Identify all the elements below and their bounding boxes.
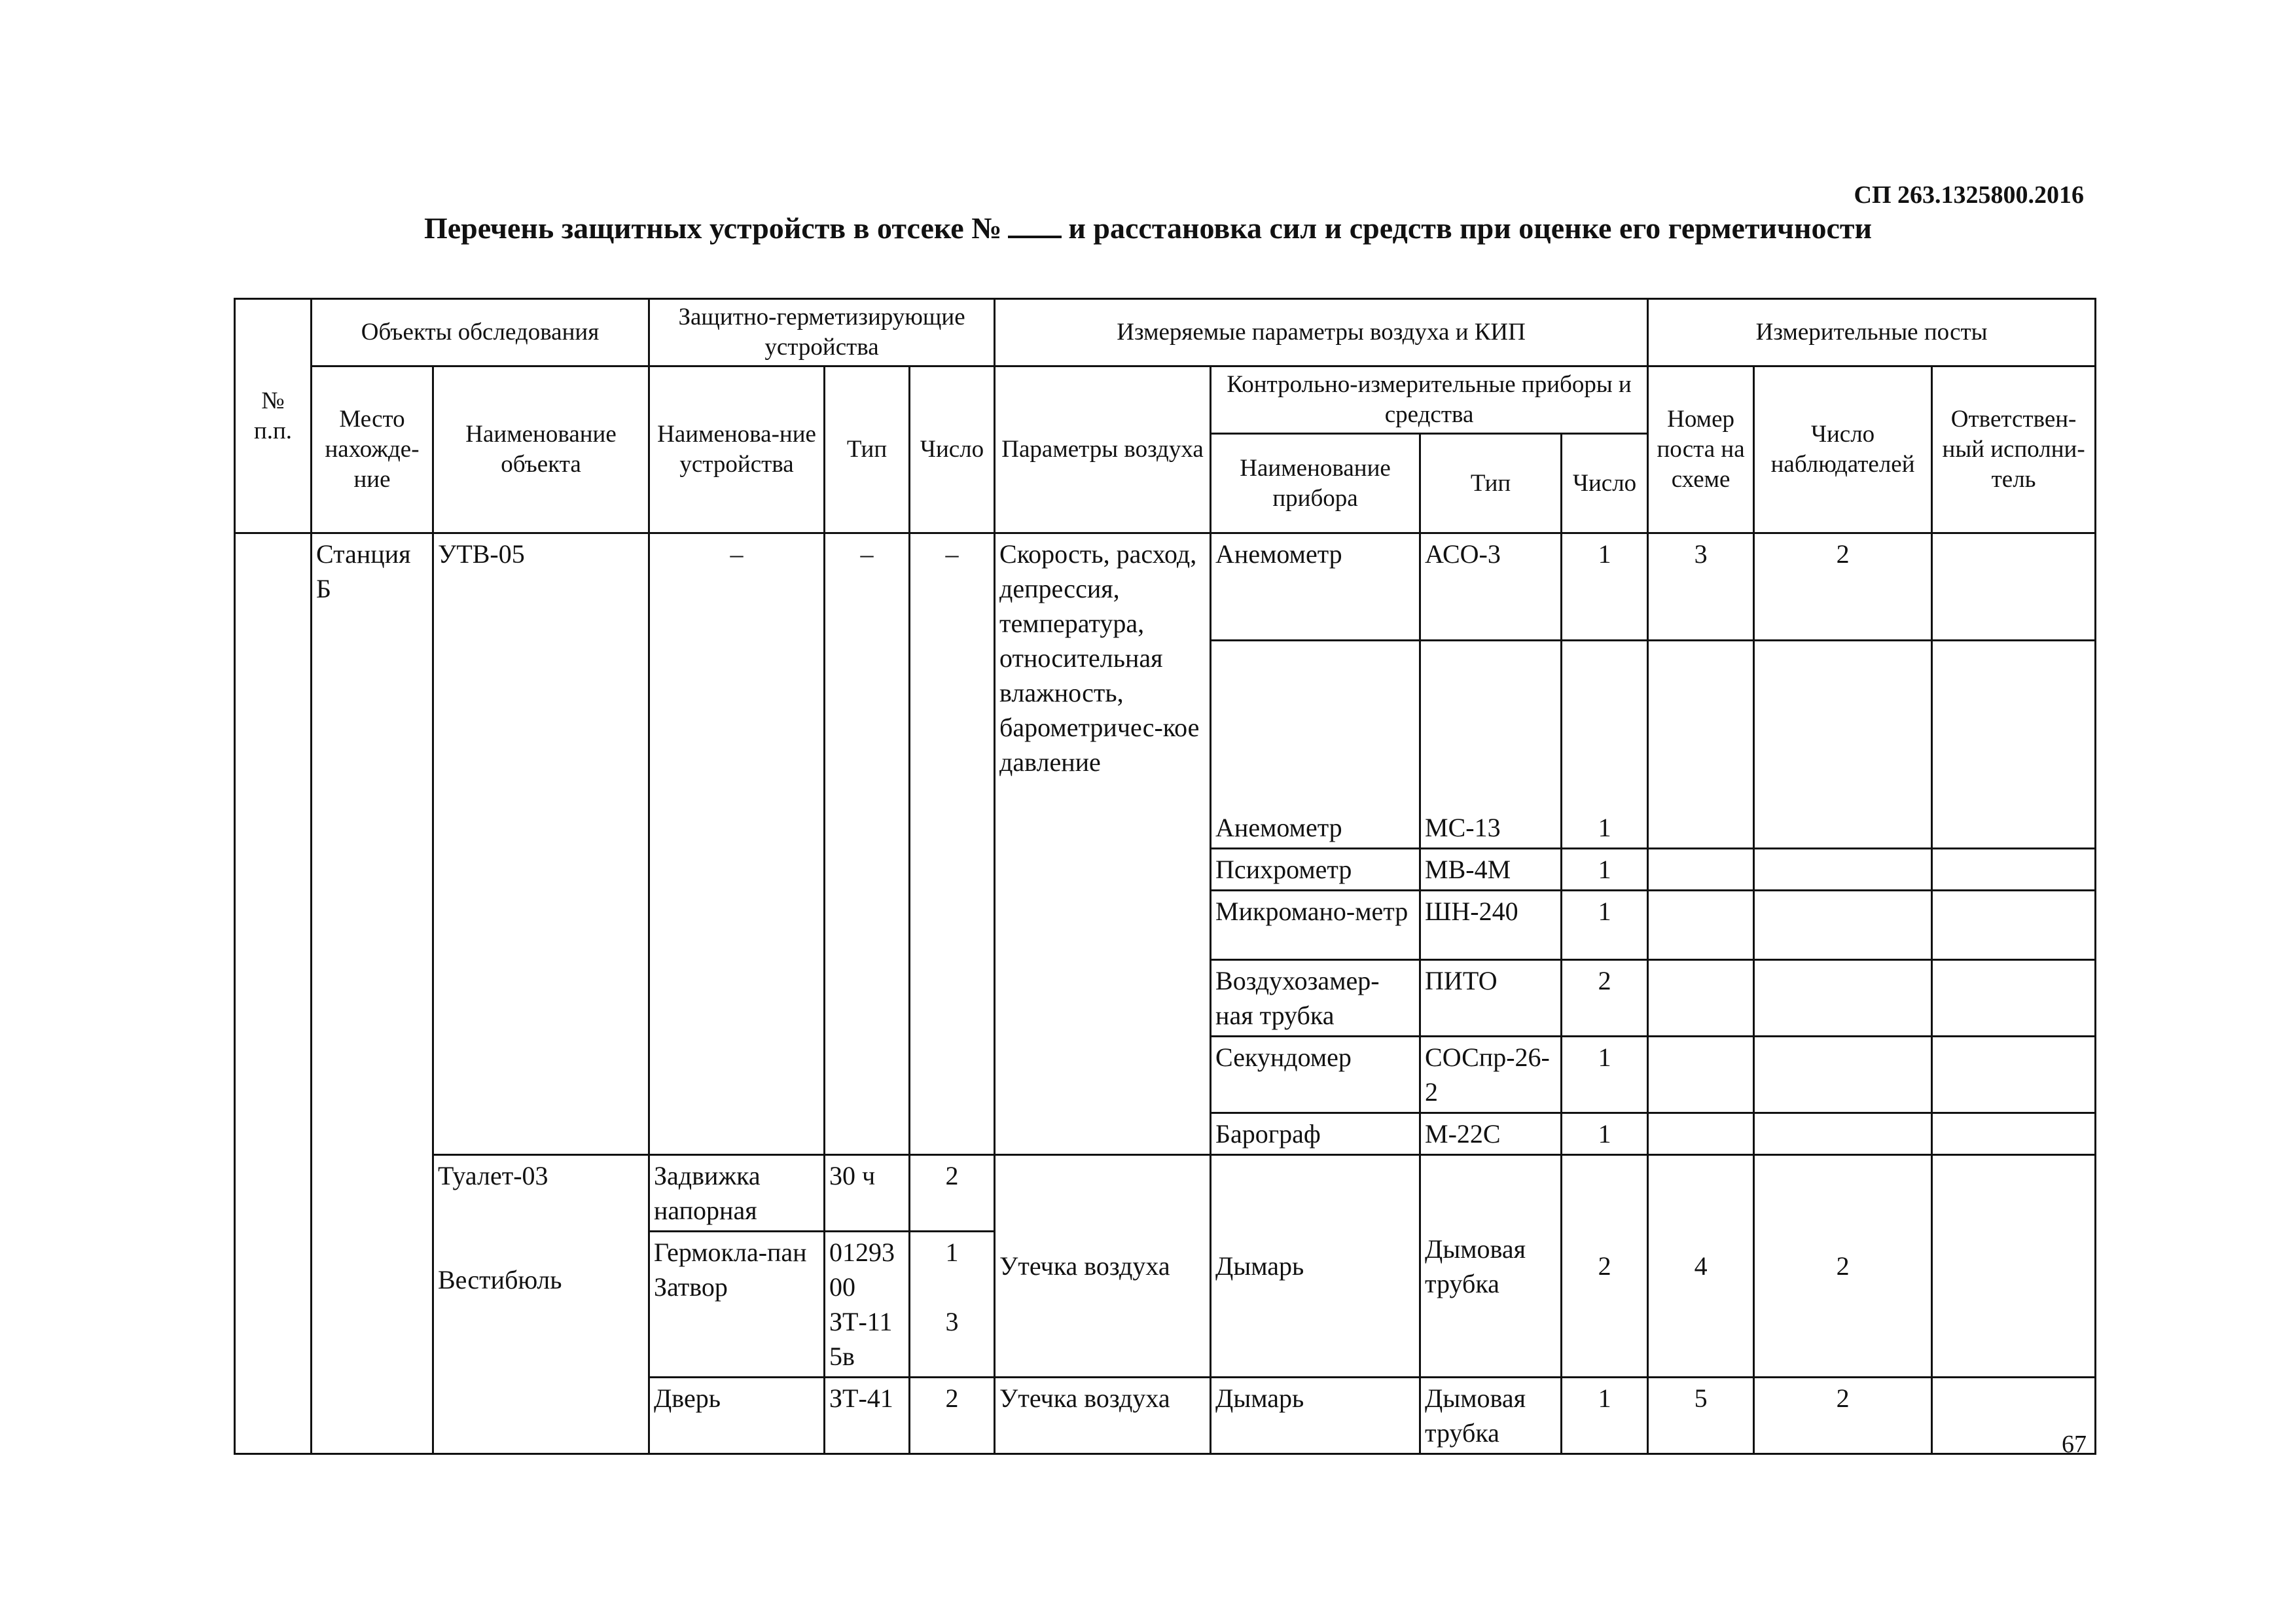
observers-cell xyxy=(1754,1037,1932,1113)
header-instrument-type: Тип xyxy=(1420,434,1562,533)
header-device-count: Число xyxy=(910,366,995,533)
instrument-name-cell: Барограф xyxy=(1211,1113,1420,1155)
responsible-cell xyxy=(1932,1155,2096,1378)
observers-cell: 2 xyxy=(1754,1155,1932,1378)
title-blank-line xyxy=(1008,215,1062,238)
header-group-devices: Защитно-герметизирующие устройства xyxy=(649,299,995,366)
device-count-cell xyxy=(910,1232,995,1378)
document-title xyxy=(0,211,2296,245)
header-device-name: Наименова-ние устройства xyxy=(649,366,825,533)
header-observers: Число наблюдателей xyxy=(1754,366,1932,533)
observers-cell xyxy=(1754,1113,1932,1155)
air-params-cell: Утечка воздуха xyxy=(995,1155,1211,1378)
responsible-cell xyxy=(1932,641,2096,849)
instrument-count-cell: 1 xyxy=(1562,849,1648,891)
device-name-cell: – xyxy=(649,533,825,1155)
air-params-cell: Утечка воздуха xyxy=(995,1378,1211,1454)
instrument-name-cell: Психрометр xyxy=(1211,849,1420,891)
protective-devices-table xyxy=(234,298,2096,1455)
device-count-cell: 2 xyxy=(910,1155,995,1232)
header-instrument-count: Число xyxy=(1562,434,1648,533)
location-cell: Станция Б xyxy=(312,533,433,1378)
object-cell xyxy=(433,1378,649,1454)
header-group-posts: Измерительные посты xyxy=(1648,299,2096,366)
instrument-type-cell: Дымовая трубка xyxy=(1420,1155,1562,1378)
object-cell: УТВ-05 xyxy=(433,533,649,1155)
device-count-cell: 2 xyxy=(910,1378,995,1454)
location-cell xyxy=(312,1378,433,1454)
instrument-type-cell: СОСпр-26-2 xyxy=(1420,1037,1562,1113)
post-number-cell xyxy=(1648,1037,1754,1113)
post-number-cell xyxy=(1648,849,1754,891)
object-cell xyxy=(433,1155,649,1378)
header-responsible: Ответствен-ный исполни-тель xyxy=(1932,366,2096,533)
instrument-type-cell: МВ-4М xyxy=(1420,849,1562,891)
device-name-hermoklapan: Гермокла-пан xyxy=(654,1238,807,1267)
instrument-count-cell: 1 xyxy=(1562,533,1648,641)
page-number: 67 xyxy=(2062,1431,2087,1458)
observers-cell: 2 xyxy=(1754,1378,1932,1454)
header-object-name: Наименование объекта xyxy=(433,366,649,533)
instrument-name-cell: Дымарь xyxy=(1211,1378,1420,1454)
responsible-cell xyxy=(1932,533,2096,641)
header-group-params: Измеряемые параметры воздуха и КИП xyxy=(995,299,1648,366)
device-name-cell xyxy=(649,1232,825,1378)
object-vestibule: Вестибюль xyxy=(438,1265,562,1294)
instrument-count-cell: 1 xyxy=(1562,641,1648,849)
device-name-cell: Задвижка напорная xyxy=(649,1155,825,1232)
instrument-count-cell: 1 xyxy=(1562,891,1648,960)
device-type-cell: 30 ч xyxy=(825,1155,910,1232)
device-count-hermoklapan: 1 xyxy=(945,1238,959,1267)
title-part-1: Перечень защитных устройств в отсеке № xyxy=(423,211,1002,245)
instrument-type-cell: ШН-240 xyxy=(1420,891,1562,960)
instrument-count-cell: 2 xyxy=(1562,960,1648,1037)
instrument-name-cell: Анемометр xyxy=(1211,641,1420,849)
title-part-2: и расстановка сил и средств при оценке его герметичности xyxy=(1068,211,1873,245)
observers-cell xyxy=(1754,960,1932,1037)
post-number-cell xyxy=(1648,960,1754,1037)
object-toilet: Туалет-03 xyxy=(438,1161,548,1190)
row-number-cell xyxy=(235,1378,312,1454)
device-type-hermoklapan: 0129300 xyxy=(829,1238,895,1302)
responsible-cell xyxy=(1932,849,2096,891)
post-number-cell xyxy=(1648,641,1754,849)
count-spacer xyxy=(914,1270,990,1304)
post-number-cell xyxy=(1648,1113,1754,1155)
header-air-params: Параметры воздуха xyxy=(995,366,1211,533)
instrument-count-cell: 2 xyxy=(1562,1155,1648,1378)
device-name-zatvor: Затвор xyxy=(654,1272,728,1302)
responsible-cell xyxy=(1932,1037,2096,1113)
post-number-cell xyxy=(1648,891,1754,960)
header-row-number: № п.п. xyxy=(235,299,312,533)
instrument-count-cell: 1 xyxy=(1562,1113,1648,1155)
instrument-name-cell: Анемометр xyxy=(1211,533,1420,641)
header-instruments-group: Контрольно-измерительные приборы и средства xyxy=(1211,366,1648,434)
instrument-name-cell: Дымарь xyxy=(1211,1155,1420,1378)
header-group-objects: Объекты обследования xyxy=(312,299,649,366)
observers-cell xyxy=(1754,891,1932,960)
device-type-cell: ЗТ-41 xyxy=(825,1378,910,1454)
instrument-type-cell: М-22С xyxy=(1420,1113,1562,1155)
device-type-cell: – xyxy=(825,533,910,1155)
responsible-cell xyxy=(1932,891,2096,960)
header-post-number: Номер поста на схеме xyxy=(1648,366,1754,533)
post-number-cell: 5 xyxy=(1648,1378,1754,1454)
post-number-cell: 3 xyxy=(1648,533,1754,641)
observers-cell xyxy=(1754,641,1932,849)
table-row xyxy=(235,1155,2096,1232)
instrument-type-cell: Дымовая трубка xyxy=(1420,1378,1562,1454)
instrument-type-cell: АСО-3 xyxy=(1420,533,1562,641)
observers-cell xyxy=(1754,849,1932,891)
header-device-type: Тип xyxy=(825,366,910,533)
row-number-cell xyxy=(235,533,312,1378)
device-type-cell xyxy=(825,1232,910,1378)
instrument-name-cell: Воздухозамер-ная трубка xyxy=(1211,960,1420,1037)
device-count-zatvor: 3 xyxy=(945,1307,959,1336)
instrument-count-cell: 1 xyxy=(1562,1378,1648,1454)
observers-cell: 2 xyxy=(1754,533,1932,641)
instrument-type-cell: МС-13 xyxy=(1420,641,1562,849)
instrument-name-cell: Микромано-метр xyxy=(1211,891,1420,960)
header-instrument-name: Наименование прибора xyxy=(1211,434,1420,533)
header-location: Место нахожде-ние xyxy=(312,366,433,533)
document-code: СП 263.1325800.2016 xyxy=(1854,181,2084,209)
instrument-count-cell: 1 xyxy=(1562,1037,1648,1113)
responsible-cell xyxy=(1932,1113,2096,1155)
post-number-cell: 4 xyxy=(1648,1155,1754,1378)
instrument-type-cell: ПИТО xyxy=(1420,960,1562,1037)
table-row xyxy=(235,1378,2096,1454)
device-count-cell: – xyxy=(910,533,995,1155)
object-spacer xyxy=(438,1193,644,1262)
instrument-name-cell: Секундомер xyxy=(1211,1037,1420,1113)
responsible-cell xyxy=(1932,960,2096,1037)
air-params-cell: Скорость, расход, депрессия, температура, относительная влажность, барометричес-кое давление xyxy=(995,533,1211,1155)
device-name-cell: Дверь xyxy=(649,1378,825,1454)
table-row xyxy=(235,533,2096,641)
device-type-zatvor: ЗТ-115в xyxy=(829,1307,893,1371)
